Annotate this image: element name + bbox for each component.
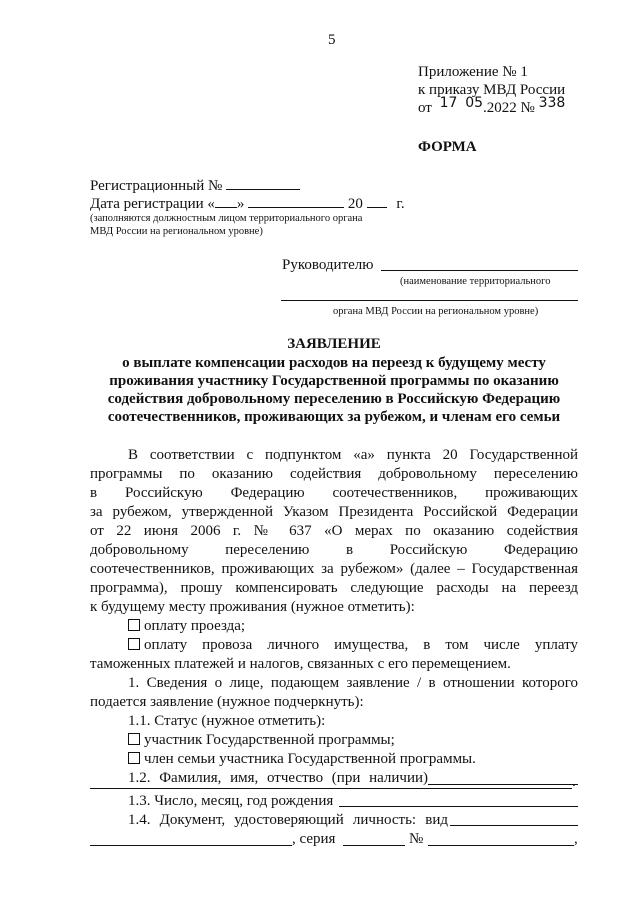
section1-status: 1.1. Статус (нужное отметить): (128, 713, 326, 729)
addressee-label: Руководителю (282, 257, 374, 273)
body-line: добровольному переселению в Российскую Федерацию (90, 542, 578, 558)
dob-label: 1.3. Число, месяц, год рождения (128, 793, 334, 809)
appendix-number: 338 (538, 95, 566, 111)
fio-input-line-1[interactable] (428, 784, 578, 785)
id-series-input-line[interactable] (343, 845, 405, 846)
subtitle-line: содействия добровольному переселению в Российскую Федерацию (107, 391, 561, 407)
registration-note: (заполняются должностным лицом территориального органа МВД России на региональном уровне) (90, 213, 363, 237)
appendix-line2: к приказу МВД России (418, 82, 566, 98)
subtitle-line: проживания участнику Государственной программы по оказанию (109, 373, 559, 389)
option-travel: оплату проезда; (128, 618, 245, 635)
form-label: ФОРМА (418, 139, 477, 155)
checkbox-property[interactable] (128, 638, 140, 650)
fio-label: 1.2. Фамилия, имя, отчество (при наличии) (128, 770, 428, 786)
registration-month-blank (248, 194, 344, 208)
fio-dot: . (572, 774, 576, 790)
addressee-note1: (наименование территориального (400, 276, 551, 287)
registration-date-row: Дата регистрации « » 20 г. (90, 196, 405, 212)
subtitle-line: соотечественников, проживающих за рубежом, и членам его семьи (107, 409, 561, 425)
checkbox-family-member[interactable] (128, 752, 140, 764)
registration-day-blank (215, 194, 237, 208)
id-doc-label: 1.4. Документ, удостоверяющий личность: вид (128, 812, 448, 828)
appendix-line1: Приложение № 1 (418, 64, 528, 80)
status-participant: участник Государственной программы; (128, 732, 395, 749)
id-number-label: № (409, 831, 424, 847)
registration-year-blank (367, 194, 387, 208)
body-line: от 22 июня 2006 г. № 637 «О мерах по оказанию содействия (90, 523, 578, 539)
fio-input-line-2[interactable] (90, 788, 572, 789)
body-line: программа), прошу компенсировать следующие расходы на переезд (90, 580, 578, 596)
addressee-blank-2 (281, 300, 578, 301)
page-number: 5 (328, 32, 336, 48)
subtitle-line: о выплате компенсации расходов на переезд к будущему месту (122, 355, 546, 371)
id-doc-type-line-2[interactable] (90, 845, 292, 846)
section1-heading: 1. Сведения о лице, подающем заявление / в отношении которого (128, 675, 578, 691)
status-family-member: член семьи участника Государственной программы. (128, 751, 476, 768)
section1-heading-cont: подается заявление (нужное подчеркнуть): (90, 694, 364, 710)
appendix-date: от 17 05.2022 № 338 (418, 95, 566, 116)
addressee-blank-1 (381, 270, 578, 271)
appendix-day: 17 (439, 95, 458, 111)
checkbox-travel[interactable] (128, 619, 140, 631)
body-line: программы по оказанию содействия добровольному переселению (90, 466, 578, 482)
option-property-cont: таможенных платежей и налогов, связанных с его перемещением. (90, 656, 511, 672)
registration-number-blank (226, 176, 300, 190)
body-line: соотечественников, проживающих за рубежом» (далее – Государственная (90, 561, 578, 577)
body-line-last: к будущему месту проживания (нужное отметить): (90, 599, 415, 615)
body-line: в Российскую Федерацию соотечественников, проживающих (90, 485, 578, 501)
dob-input-line[interactable] (339, 806, 578, 807)
body-line: за рубежом, утвержденной Указом Президента Российской Федерации (90, 504, 578, 520)
id-doc-type-line[interactable] (450, 825, 578, 826)
id-number-input-line[interactable] (428, 845, 574, 846)
checkbox-participant[interactable] (128, 733, 140, 745)
appendix-month: 05 (465, 95, 484, 111)
registration-number-row: Регистрационный № (90, 176, 300, 195)
document-title: ЗАЯВЛЕНИЕ (287, 336, 381, 352)
id-number-comma: , (574, 831, 578, 847)
id-series-label: , серия (292, 831, 336, 847)
addressee-note2: органа МВД России на региональном уровне) (333, 306, 539, 317)
option-property: оплату провоза личного имущества, в том числе уплату (128, 637, 578, 654)
body-line: В соответствии с подпунктом «а» пункта 20 Государственной (128, 447, 578, 463)
